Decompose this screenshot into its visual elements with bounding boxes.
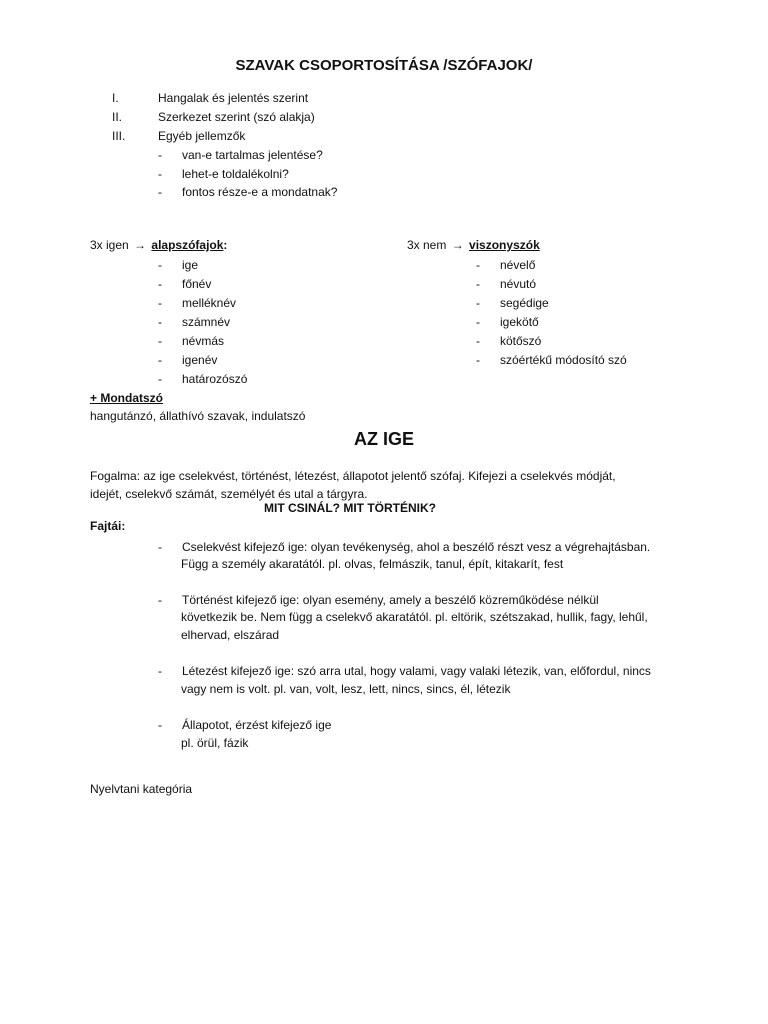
type-text: Cselekvést kifejező ige: olyan tevékenység, ahol a beszélő részt vesz a végrehajtásban. xyxy=(182,540,651,554)
section-title: AZ IGE xyxy=(353,429,414,449)
left-group-colon: : xyxy=(223,238,228,252)
list-item-text: névutó xyxy=(500,277,537,291)
list-item-text: igekötő xyxy=(500,315,539,329)
fajtai-label: Fajtái: xyxy=(90,519,126,533)
page-title: SZAVAK CSOPORTOSÍTÁSA /SZÓFAJOK/ xyxy=(235,57,533,74)
list-item xyxy=(476,313,539,332)
dash-bullet: - xyxy=(158,185,162,199)
arrow-right-icon: → xyxy=(451,238,464,252)
list-item xyxy=(158,332,224,351)
criteria-sub-item xyxy=(158,165,289,184)
roman-numeral: II. xyxy=(112,110,123,124)
dash-bullet: - xyxy=(476,334,480,348)
dash-bullet: - xyxy=(476,315,480,329)
mondatszo-text: hangutánzó, állathívó szavak, indulatszó xyxy=(90,409,306,423)
list-item-text: igenév xyxy=(182,353,218,367)
dash-bullet: - xyxy=(476,353,480,367)
footer-text: Nyelvtani kategória xyxy=(90,782,193,796)
right-group-prefix: 3x nem xyxy=(407,238,447,252)
dash-bullet: - xyxy=(158,353,162,367)
dash-bullet: - xyxy=(158,718,162,732)
criteria-item xyxy=(112,89,308,108)
list-item-text: névelő xyxy=(500,258,536,272)
list-item-text: főnév xyxy=(182,277,212,291)
dash-bullet: - xyxy=(476,258,480,272)
criteria-item xyxy=(112,127,245,146)
criteria-text: Hangalak és jelentés szerint xyxy=(158,91,309,105)
dash-bullet: - xyxy=(158,593,162,607)
dash-bullet: - xyxy=(158,315,162,329)
list-item-text: számnév xyxy=(182,315,231,329)
right-group-label: viszonyszók xyxy=(469,238,540,252)
criteria-sub-text: van-e tartalmas jelentése? xyxy=(182,148,323,162)
definition-line: Fogalma: az ige cselekvést, történést, létezést, állapotot jelentő szófaj. Kifejezi a cselekvés módját, xyxy=(90,469,616,483)
list-item-text: ige xyxy=(182,258,199,272)
type-item xyxy=(158,662,651,681)
list-item-text: szóértékű módosító szó xyxy=(500,353,627,367)
dash-bullet: - xyxy=(158,372,162,386)
left-group-prefix: 3x igen xyxy=(90,238,129,252)
criteria-sub-item xyxy=(158,146,323,165)
list-item xyxy=(476,351,627,370)
list-item xyxy=(158,351,217,370)
dash-bullet: - xyxy=(476,277,480,291)
dash-bullet: - xyxy=(158,148,162,162)
criteria-sub-text: lehet-e toldalékolni? xyxy=(182,167,289,181)
criteria-sub-text: fontos része-e a mondatnak? xyxy=(182,185,338,199)
criteria-sub-item xyxy=(158,183,337,202)
list-item xyxy=(158,275,211,294)
type-item xyxy=(158,716,331,735)
list-item-text: melléknév xyxy=(182,296,237,310)
dash-bullet: - xyxy=(158,277,162,291)
list-item xyxy=(158,294,236,313)
list-item xyxy=(476,275,536,294)
type-text: Állapotot, érzést kifejező ige xyxy=(182,718,332,732)
list-item xyxy=(158,313,230,332)
type-text: Létezést kifejező ige: szó arra utal, hogy valami, vagy valaki létezik, van, előfordul, nincs xyxy=(182,664,651,678)
type-item-continuation: pl. örül, fázik xyxy=(181,736,249,750)
criteria-text: Egyéb jellemzők xyxy=(158,129,246,143)
mondatszo-heading: + Mondatszó xyxy=(90,391,164,405)
definition-line: idejét, cselekvő számát, személyét és utal a tárgyra. xyxy=(90,487,368,501)
list-item-text: segédige xyxy=(500,296,549,310)
dash-bullet: - xyxy=(158,540,162,554)
dash-bullet: - xyxy=(158,258,162,272)
roman-numeral: III. xyxy=(112,129,126,143)
list-item-text: névmás xyxy=(182,334,225,348)
dash-bullet: - xyxy=(158,167,162,181)
list-item xyxy=(476,294,549,313)
type-item-continuation: vagy nem is volt. pl. van, volt, lesz, lett, nincs, sincs, él, létezik xyxy=(181,682,511,696)
question-line: MIT CSINÁL? MIT TÖRTÉNIK? xyxy=(264,501,436,515)
right-group-heading xyxy=(407,236,540,255)
left-group-label: alapszófajok xyxy=(151,238,224,252)
dash-bullet: - xyxy=(476,296,480,310)
arrow-right-icon: → xyxy=(134,238,147,252)
list-item xyxy=(158,256,198,275)
list-item-text: kötőszó xyxy=(500,334,542,348)
list-item xyxy=(158,370,247,389)
dash-bullet: - xyxy=(158,296,162,310)
criteria-text: Szerkezet szerint (szó alakja) xyxy=(158,110,315,124)
list-item-text: határozószó xyxy=(182,372,248,386)
type-item-continuation: következik be. Nem függ a cselekvő akaratától. pl. eltörik, szétszakad, hullik, fagy, lehűl, xyxy=(181,610,648,624)
criteria-item xyxy=(112,108,315,127)
list-item xyxy=(476,332,541,351)
type-item-continuation: Függ a személy akaratától. pl. olvas, felmászik, tanul, épít, kitakarít, fest xyxy=(181,557,564,571)
left-group-heading xyxy=(90,236,227,255)
roman-numeral: I. xyxy=(112,91,119,105)
dash-bullet: - xyxy=(158,334,162,348)
dash-bullet: - xyxy=(158,664,162,678)
type-item-continuation: elhervad, elszárad xyxy=(181,628,280,642)
list-item xyxy=(476,256,535,275)
type-text: Történést kifejező ige: olyan esemény, amely a beszélő közreműködése nélkül xyxy=(182,593,599,607)
